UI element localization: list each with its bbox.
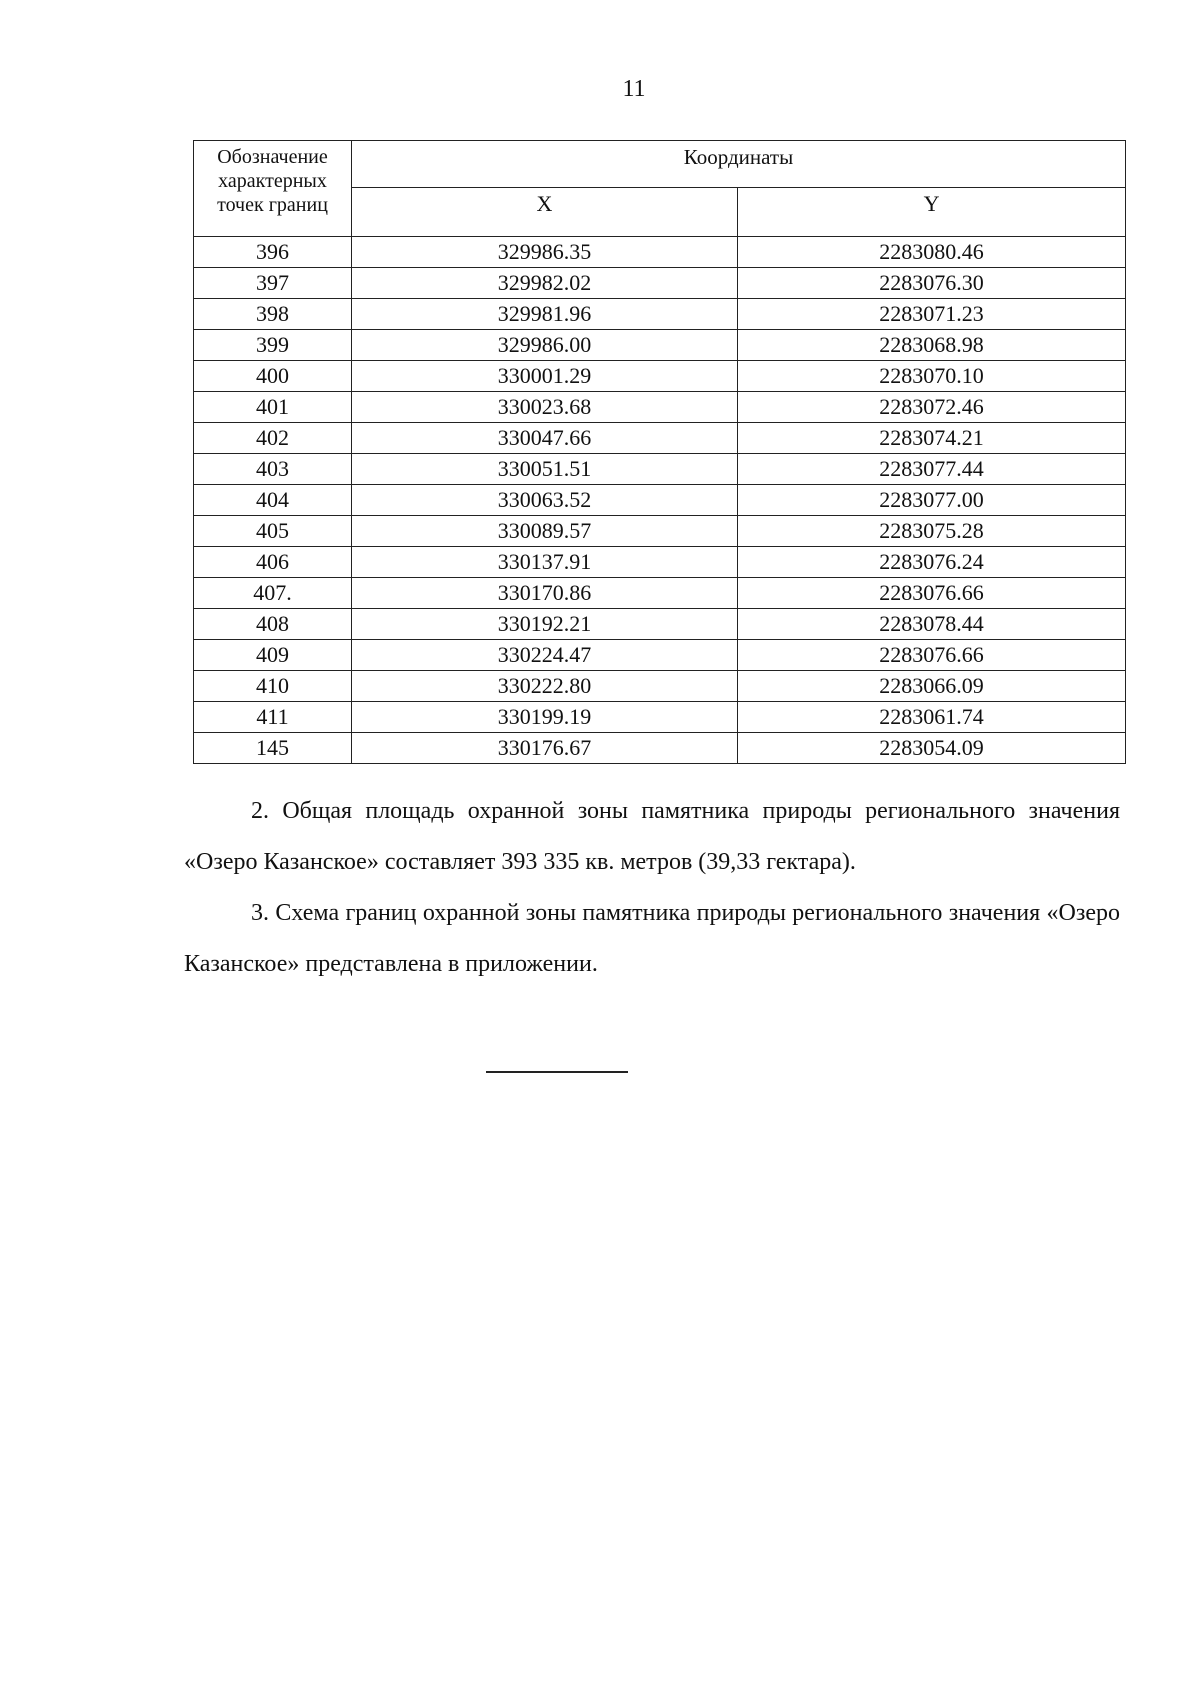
cell-point: 401	[194, 392, 352, 423]
cell-y: 2283061.74	[738, 702, 1126, 733]
cell-point: 403	[194, 454, 352, 485]
cell-y: 2283071.23	[738, 299, 1126, 330]
cell-point: 398	[194, 299, 352, 330]
cell-point: 397	[194, 268, 352, 299]
cell-y: 2283072.46	[738, 392, 1126, 423]
cell-y: 2283074.21	[738, 423, 1126, 454]
table-row	[194, 361, 1126, 392]
table-row	[194, 423, 1126, 454]
table-row	[194, 733, 1126, 764]
cell-x: 330192.21	[352, 609, 738, 640]
cell-y: 2283076.66	[738, 578, 1126, 609]
cell-point: 411	[194, 702, 352, 733]
cell-x: 330170.86	[352, 578, 738, 609]
cell-y: 2283078.44	[738, 609, 1126, 640]
cell-y: 2283066.09	[738, 671, 1126, 702]
cell-x: 330089.57	[352, 516, 738, 547]
page-number: 11	[622, 76, 646, 102]
paragraph-scheme-reference: 3. Схема границ охранной зоны памятника природы регионального значения «Озеро Казанское» представлена в приложении.	[184, 900, 1120, 977]
paragraph-total-area: 2. Общая площадь охранной зоны памятника природы регионального значения «Озеро Казанское» составляет 393 335 кв. метров (39,33 гектара).	[184, 798, 1120, 875]
cell-x: 330222.80	[352, 671, 738, 702]
closing-rule	[486, 1071, 628, 1073]
cell-point: 396	[194, 237, 352, 268]
table-row	[194, 671, 1126, 702]
cell-x: 329982.02	[352, 268, 738, 299]
cell-y: 2283080.46	[738, 237, 1126, 268]
table-row	[194, 392, 1126, 423]
header-x: X	[352, 188, 738, 237]
cell-x: 329986.00	[352, 330, 738, 361]
header-point-designation: Обозначение характерных точек границ	[194, 141, 352, 237]
table-row	[194, 702, 1126, 733]
header-coordinates: Координаты	[352, 141, 1126, 188]
cell-y: 2283075.28	[738, 516, 1126, 547]
cell-point: 409	[194, 640, 352, 671]
cell-y: 2283076.30	[738, 268, 1126, 299]
cell-x: 330199.19	[352, 702, 738, 733]
cell-x: 330137.91	[352, 547, 738, 578]
cell-y: 2283076.66	[738, 640, 1126, 671]
cell-y: 2283077.00	[738, 485, 1126, 516]
cell-y: 2283076.24	[738, 547, 1126, 578]
cell-y: 2283070.10	[738, 361, 1126, 392]
table-row	[194, 578, 1126, 609]
coordinates-table	[193, 140, 1126, 764]
table-row	[194, 609, 1126, 640]
table-row	[194, 330, 1126, 361]
cell-point: 399	[194, 330, 352, 361]
table-row	[194, 547, 1126, 578]
cell-x: 330051.51	[352, 454, 738, 485]
cell-point: 410	[194, 671, 352, 702]
cell-point: 406	[194, 547, 352, 578]
cell-point: 408	[194, 609, 352, 640]
table-body	[194, 237, 1126, 764]
cell-x: 329981.96	[352, 299, 738, 330]
cell-x: 330063.52	[352, 485, 738, 516]
header-y: Y	[738, 188, 1126, 237]
table-row	[194, 237, 1126, 268]
cell-y: 2283077.44	[738, 454, 1126, 485]
cell-x: 330224.47	[352, 640, 738, 671]
cell-x: 330047.66	[352, 423, 738, 454]
table-row	[194, 299, 1126, 330]
cell-point: 400	[194, 361, 352, 392]
table-row	[194, 268, 1126, 299]
cell-point: 404	[194, 485, 352, 516]
table-row	[194, 640, 1126, 671]
table-row	[194, 516, 1126, 547]
cell-y: 2283068.98	[738, 330, 1126, 361]
table-row	[194, 485, 1126, 516]
cell-x: 330001.29	[352, 361, 738, 392]
cell-point: 405	[194, 516, 352, 547]
cell-x: 330176.67	[352, 733, 738, 764]
cell-point: 402	[194, 423, 352, 454]
cell-x: 329986.35	[352, 237, 738, 268]
cell-point: 407.	[194, 578, 352, 609]
cell-x: 330023.68	[352, 392, 738, 423]
cell-point: 145	[194, 733, 352, 764]
table-row	[194, 454, 1126, 485]
cell-y: 2283054.09	[738, 733, 1126, 764]
